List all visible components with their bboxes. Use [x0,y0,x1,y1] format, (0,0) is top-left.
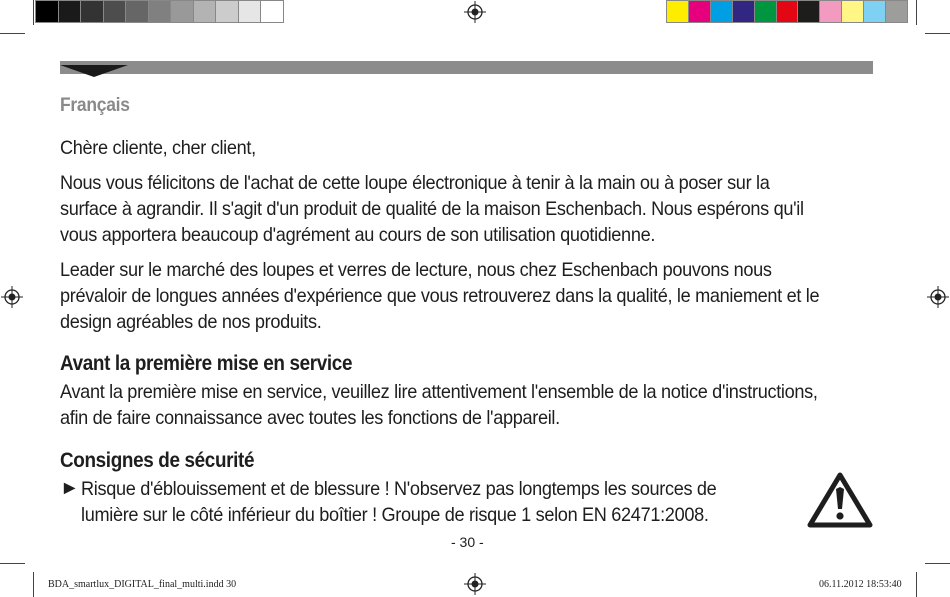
warning-triangle-icon [806,471,874,529]
color-swatch [239,1,262,22]
color-swatch [36,1,59,22]
color-swatch [798,1,820,22]
header-bar [60,61,873,74]
color-swatch [171,1,194,22]
crop-mark-top-left [33,0,34,25]
intro-line: vous apportera beaucoup d'agrément au cours de son utilisation quotidienne. [60,224,656,246]
crop-mark-bottom-right-h [925,563,950,564]
color-swatch [216,1,239,22]
color-swatch [689,1,711,22]
color-swatch [667,1,689,22]
color-swatch [733,1,755,22]
color-swatch [886,1,907,22]
intro-line: surface à agrandir. Il s'agit d'un produit de qualité de la maison Eschenbach. Nous espérons qu'il [60,198,804,220]
color-swatch [864,1,886,22]
color-swatch [711,1,733,22]
color-swatch [777,1,799,22]
section-heading-first-use: Avant la première mise en service [60,352,353,375]
registration-mark-icon [464,573,486,595]
registration-mark-icon [1,286,23,308]
color-swatch [820,1,842,22]
color-swatch [261,1,283,22]
greeting: Chère cliente, cher client, [60,137,256,159]
crop-mark-bottom-left [33,572,34,597]
language-label: Français [60,95,130,116]
page-number: - 30 - [451,534,484,550]
crop-mark-top-right-h [925,33,950,34]
registration-mark-icon [464,1,486,23]
section-heading-safety: Consignes de sécurité [60,449,255,472]
color-swatch [104,1,127,22]
slug-filename: BDA_smartlux_DIGITAL_final_multi.indd 30 [48,579,237,590]
leader-line: design agréables de nos produits. [60,311,322,333]
color-swatch [755,1,777,22]
crop-mark-top-left-h [0,33,25,34]
color-swatch [194,1,217,22]
color-swatch [149,1,172,22]
color-swatch [81,1,104,22]
first-use-line: afin de faire connaissance avec toutes les fonctions de l'appareil. [60,407,560,429]
registration-mark-icon [927,286,949,308]
safety-line: lumière sur le côté inférieur du boîtier ! Groupe de risque 1 selon EN 62471:2008. [81,504,709,526]
intro-line: Nous vous félicitons de l'achat de cette loupe électronique à tenir à la main ou à poser sur la [60,172,770,194]
crop-mark-bottom-left-h [0,563,25,564]
color-swatch [59,1,82,22]
safety-line: Risque d'éblouissement et de blessure ! N'observez pas longtemps les sources de [81,478,717,500]
color-swatch [842,1,864,22]
crop-mark-top-right [916,0,917,25]
slug-timestamp: 06.11.2012 18:53:40 [819,579,902,590]
first-use-line: Avant la première mise en service, veuillez lire attentivement l'ensemble de la notice d'instructions, [60,381,818,403]
leader-line: Leader sur le marché des loupes et verres de lecture, nous chez Eschenbach pouvons nous [60,259,772,281]
grayscale-swatch-strip [35,0,284,23]
leader-line: prévaloir de longues années d'expérience que vous retrouverez dans la qualité, le maniement et le [60,285,820,307]
header-tab-marker [60,65,128,77]
crop-mark-bottom-right [916,572,917,597]
bullet-arrow-icon: ► [60,477,80,499]
color-swatch-strip [666,0,908,23]
color-swatch [126,1,149,22]
